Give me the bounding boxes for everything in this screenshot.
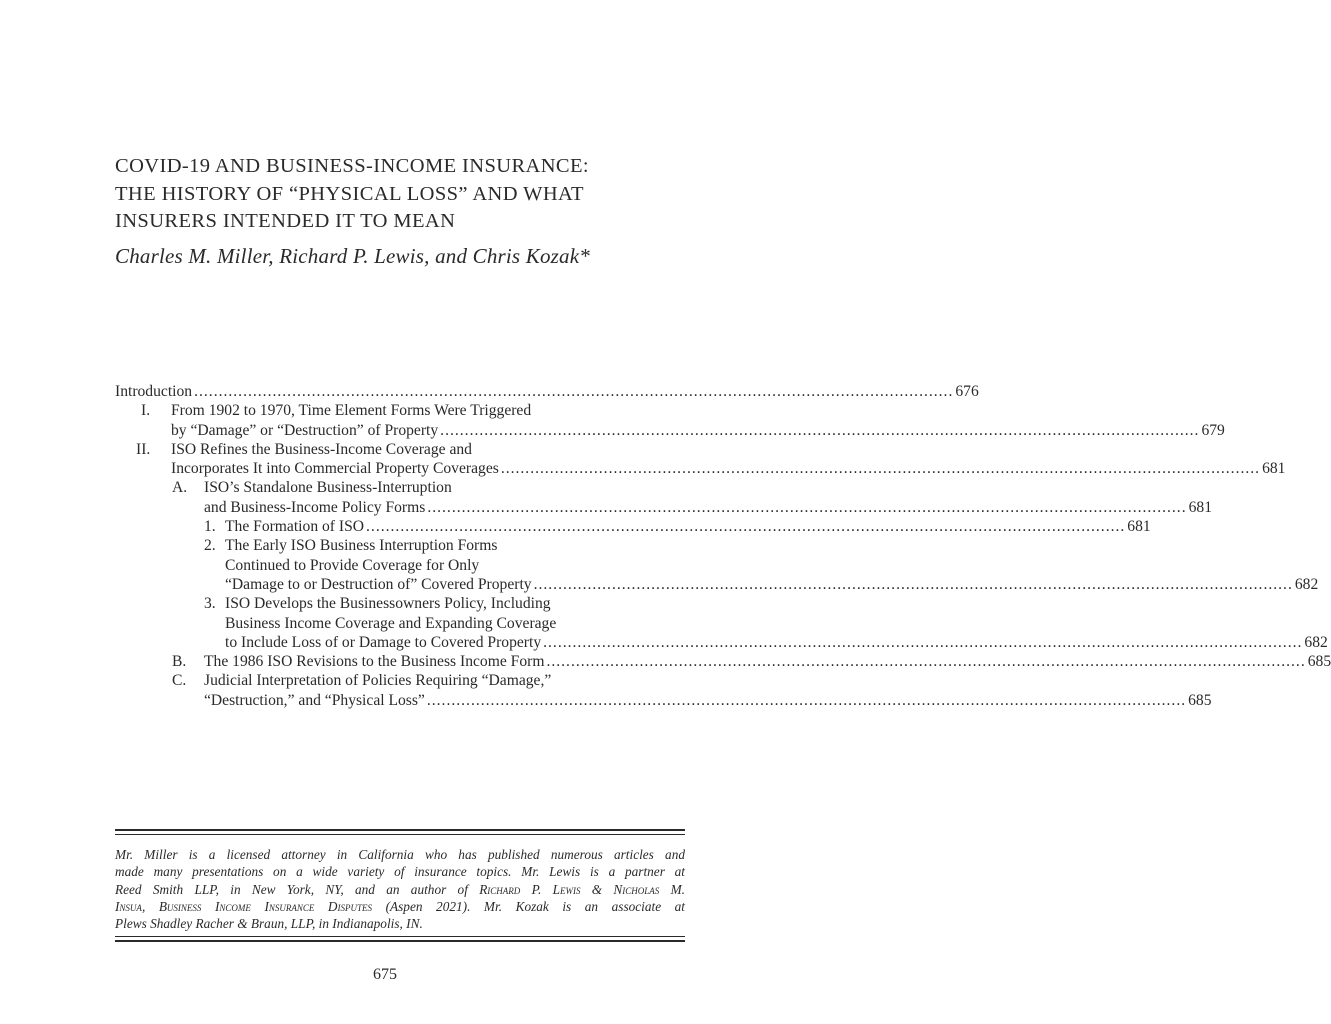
title-line: COVID-19 AND BUSINESS-INCOME INSURANCE: <box>115 155 590 177</box>
title-line: THE HISTORY OF “PHYSICAL LOSS” AND WHAT <box>115 182 584 205</box>
footnote-rule-thin <box>115 834 685 835</box>
toc-entry-section-2a3 <box>115 594 685 613</box>
footnote-rule-thin-bottom <box>115 936 685 937</box>
toc-entry-text: and Business-Income Policy Forms <box>204 498 426 516</box>
title-line: INSURERS INTENDED IT TO MEAN <box>115 210 456 232</box>
footnote-rule-thick <box>115 829 685 831</box>
footnote-text: , <box>141 898 159 914</box>
footnote-line: Mr. Miller is a licensed attorney in California who has published numerous articles and <box>115 847 685 862</box>
toc-entry-continuation <box>115 459 1286 478</box>
toc-entry-section-2a <box>115 478 685 497</box>
article-authors: Charles M. Miller, Richard P. Lewis, and Chris Kozak* <box>115 244 590 268</box>
toc-page-number: 676 <box>955 383 979 400</box>
toc-leader-dots: ........................................................................................................................................................... <box>427 498 1187 516</box>
toc-entry-text: ISO Develops the Businessowners Policy, Including <box>225 595 551 613</box>
toc-leader-dots: ........................................................................................................................................................... <box>546 653 1306 671</box>
toc-entry-number: B. <box>172 653 187 671</box>
toc-entry-text: ISO Refines the Business-Income Coverage and <box>171 440 472 458</box>
toc-leader-dots: ........................................................................................................................................................... <box>366 518 1126 536</box>
footnote-rule-thick-bottom <box>115 940 685 942</box>
toc-entry-text: Incorporates It into Commercial Property Coverages <box>171 460 499 478</box>
toc-entry-section-2 <box>115 440 685 459</box>
toc-leader-dots: ........................................................................................................................................................... <box>543 633 1303 651</box>
toc-entry-text: Judicial Interpretation of Policies Requiring “Damage,” <box>204 672 552 690</box>
toc-entry-continuation <box>115 575 1319 594</box>
footnote-text: Reed Smith LLP, in New York, NY, and an author of <box>115 881 480 897</box>
toc-entry-section-2a1 <box>115 517 1151 536</box>
toc-entry-text: “Damage to or Destruction of” Covered Property <box>225 575 532 593</box>
toc-page-number: 681 <box>1188 498 1212 516</box>
toc-entry-continuation <box>115 498 1212 517</box>
toc-page-number: 679 <box>1201 421 1225 439</box>
toc-entry-text: Introduction <box>115 383 193 400</box>
toc-entry-number: 2. <box>204 537 216 555</box>
toc-entry-text: Continued to Provide Coverage for Only <box>225 556 480 574</box>
toc-entry-continuation <box>115 691 1212 710</box>
author-footnote <box>115 846 685 932</box>
toc-entry-continuation <box>115 556 685 575</box>
toc-page-number: 685 <box>1307 653 1331 671</box>
toc-leader-dots: ........................................................................................................................................................... <box>533 575 1293 593</box>
footnote-text: (Aspen 2021). Mr. Kozak is an associate at <box>372 898 685 914</box>
footnote-line <box>115 898 685 915</box>
toc-entry-text: From 1902 to 1970, Time Element Forms Were Triggered <box>171 402 532 420</box>
footnote-line: Plews Shadley Racher & Braun, LLP, in Indianapolis, IN. <box>115 916 423 932</box>
footnote-line <box>115 881 685 898</box>
toc-leader-dots: ........................................................................................................................................................... <box>500 460 1261 478</box>
toc-page-number: 681 <box>1262 460 1286 478</box>
toc-entry-text: Business Income Coverage and Expanding Coverage <box>225 614 557 632</box>
toc-entry-number: 1. <box>204 518 216 536</box>
toc-entry-introduction <box>115 382 979 401</box>
toc-entry-text: The Formation of ISO <box>225 518 365 536</box>
toc-page-number: 685 <box>1188 691 1212 709</box>
toc-entry-number: I. <box>141 402 151 420</box>
toc-page-number: 682 <box>1304 633 1328 651</box>
footnote-line: made many presentations on a wide variety of insurance topics. Mr. Lewis is a partner at <box>115 864 685 880</box>
toc-entry-number: A. <box>172 479 188 497</box>
toc-entry-text: The 1986 ISO Revisions to the Business Income Form <box>204 653 545 671</box>
toc-entry-section-2b <box>115 652 1331 671</box>
toc-entry-text: by “Damage” or “Destruction” of Property <box>171 421 439 439</box>
toc-leader-dots: ........................................................................................................................................................... <box>440 421 1200 439</box>
footnote-book-authors: Richard P. Lewis & Nicholas M. <box>479 881 685 897</box>
toc-entry-section-2a2 <box>115 536 685 555</box>
article-title <box>115 153 695 236</box>
toc-entry-section-1 <box>115 401 685 420</box>
toc-entry-text: “Destruction,” and “Physical Loss” <box>204 691 425 709</box>
table-of-contents <box>115 382 1331 710</box>
toc-entry-section-2c <box>115 671 685 690</box>
page-number: 675 <box>373 966 397 983</box>
toc-entry-continuation <box>115 614 685 633</box>
toc-page-number: 682 <box>1294 575 1319 593</box>
footnote-book-author-surname: Insua <box>115 898 142 914</box>
toc-entry-number: II. <box>136 440 151 458</box>
footnote-book-title: Business Income Insurance Disputes <box>158 898 373 914</box>
toc-entry-continuation <box>115 633 1328 652</box>
toc-page-number: 681 <box>1127 518 1151 536</box>
toc-entry-text: ISO’s Standalone Business-Interruption <box>204 479 452 497</box>
toc-entry-text: to Include Loss of or Damage to Covered Property <box>225 633 542 651</box>
toc-entry-text: The Early ISO Business Interruption Forms <box>225 537 498 555</box>
toc-leader-dots: ........................................................................................................................................................... <box>426 691 1187 709</box>
toc-entry-number: 3. <box>204 595 216 613</box>
toc-leader-dots: ........................................................................................................................................................... <box>194 383 954 400</box>
toc-entry-continuation <box>115 421 1225 440</box>
toc-entry-number: C. <box>172 672 187 690</box>
